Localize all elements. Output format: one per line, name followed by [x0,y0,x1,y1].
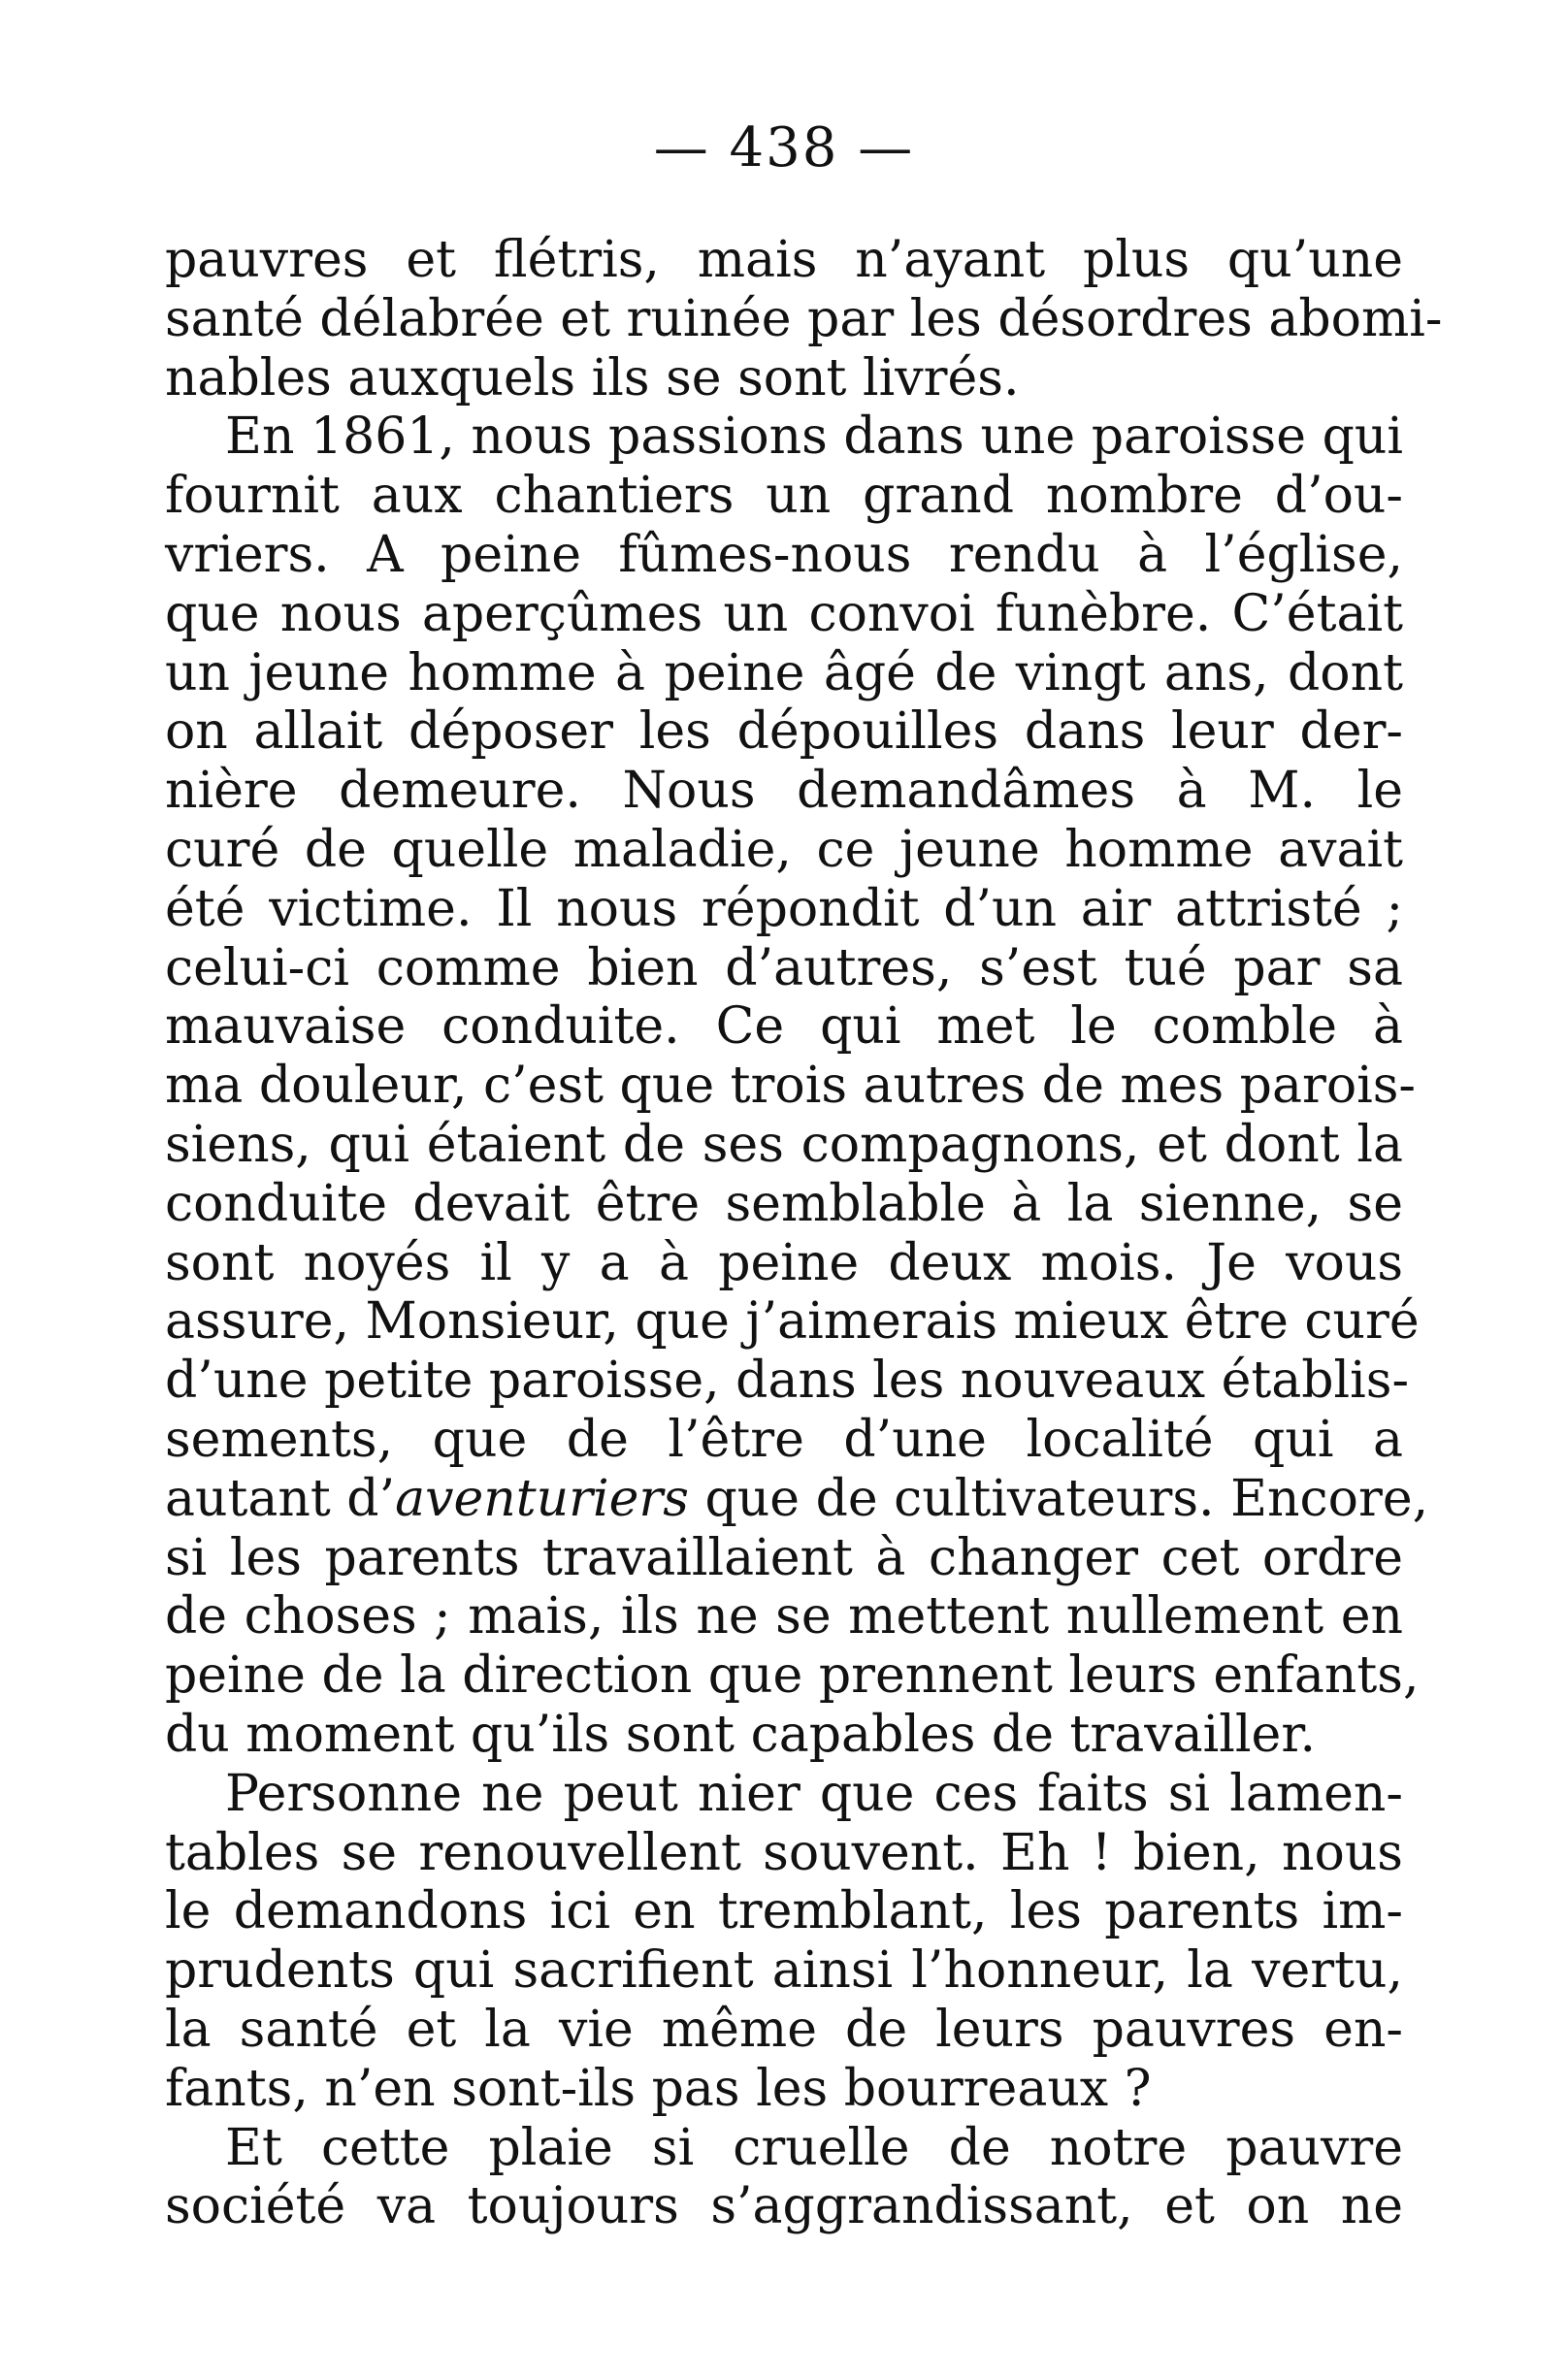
text-segment: autant d’ [165,1469,396,1528]
text-segment: que de cultivateurs. Encore, [688,1469,1429,1528]
paragraph-start-line: Personne ne peut nier que ces faits si lamen- [225,1764,1403,1823]
text-line: fournit aux chantiers un grand nombre d’ou- [165,467,1403,526]
paragraph-start-line: En 1861, nous passions dans une paroisse qui [225,407,1403,467]
text-line: celui-ci comme bien d’autres, s’est tué par sa [165,938,1403,997]
text-line: tables se renouvellent souvent. Eh ! bien, nous [165,1823,1403,1882]
text-line: santé délabrée et ruinée par les désordres abomi- [165,289,1443,348]
text-line: que nous aperçûmes un convoi funèbre. C’était [165,584,1403,643]
text-line: ma douleur, c’est que trois autres de mes parois- [165,1057,1417,1116]
text-line: été victime. Il nous répondit d’un air attristé ; [165,879,1403,938]
text-line: mauvaise conduite. Ce qui met le comble à [165,997,1403,1057]
text-line: assure, Monsieur, que j’aimerais mieux être curé [165,1292,1420,1352]
text-line: d’une petite paroisse, dans les nouveaux établis- [165,1352,1410,1411]
text-line: on allait déposer les dépouilles dans leur der- [165,702,1403,762]
text-line: pauvres et flétris, mais n’ayant plus qu’une [165,231,1403,289]
text-line: siens, qui étaient de ses compagnons, et dont la [165,1115,1403,1174]
text-line: nables auxquels ils se sont livrés. [165,348,1020,407]
text-line: de choses ; mais, ils ne se mettent nullement en [165,1587,1403,1646]
text-line: société va toujours s’aggrandissant, et on ne [165,2177,1403,2236]
text-line: sements, que de l’être d’une localité qui a [165,1410,1403,1469]
text-line: fants, n’en sont-ils pas les bourreaux ? [165,2059,1152,2118]
text-line: le demandons ici en tremblant, les parents im- [165,1882,1403,1941]
text-line: peine de la direction que prennent leurs enfants, [165,1646,1420,1706]
text-line: conduite devait être semblable à la sienne, se [165,1174,1403,1233]
text-line: vriers. A peine fûmes-nous rendu à l’église, [165,525,1403,584]
text-line: sont noyés il y a à peine deux mois. Je vous [165,1233,1403,1292]
text-line: la santé et la vie même de leurs pauvres en- [165,2000,1403,2059]
text-line-with-italic [165,1469,1429,1529]
paragraph-start-line: Et cette plaie si cruelle de notre pauvre [225,2118,1403,2177]
body-text [165,231,1443,2236]
text-line: si les parents travaillaient à changer cet ordre [165,1528,1403,1587]
page-number: — 438 — [653,116,915,179]
text-line: du moment qu’ils sont capables de travailler. [165,1705,1316,1764]
text-line: curé de quelle maladie, ce jeune homme avait [165,820,1403,879]
italic-word: aventuriers [395,1469,689,1528]
text-line: nière demeure. Nous demandâmes à M. le [165,762,1403,821]
text-line: un jeune homme à peine âgé de vingt ans, dont [165,643,1403,702]
text-line: prudents qui sacrifient ainsi l’honneur, la vertu, [165,1941,1403,2001]
